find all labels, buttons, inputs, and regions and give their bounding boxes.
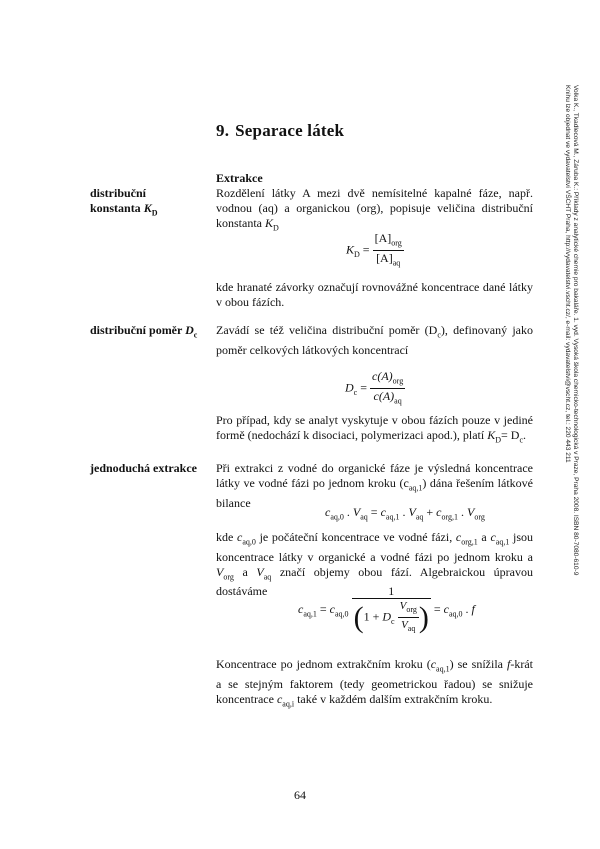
para4-c: = D (501, 428, 520, 443)
para4-b-sub: D (495, 435, 502, 445)
dc-equals: = (360, 380, 371, 395)
kd-den-sub: aq (392, 258, 401, 268)
page-number: 64 (294, 788, 306, 802)
formula-kd (346, 231, 404, 271)
kd-equals: = (362, 242, 373, 257)
paragraph-single-form (216, 413, 533, 448)
kd-fraction (373, 231, 404, 271)
para5-a: Při extrakci z vodné do organické fáze je výsledná koncentrace látky ve vodné fázi po jednom kroku (c (216, 461, 533, 491)
formula-dc (345, 369, 405, 409)
kd-lhs: K (346, 242, 355, 257)
section-heading: Extrakce (216, 171, 263, 185)
dc-lhs-sub: c (353, 388, 358, 398)
label-simple-extraction: jednoduchá extrakce (90, 461, 197, 475)
chapter-title-text: Separace látek (235, 121, 345, 140)
paragraph-ratio (216, 323, 533, 358)
kd-den: [A] (376, 251, 393, 266)
para3-sub: c (437, 330, 441, 340)
label-distribution-constant (90, 186, 208, 220)
chapter-title (216, 121, 344, 141)
paragraph-definitions: kde $c_{aq,0}$ je počáteční koncentrace ve vodné fázi, $c_{org,1}$ a $c_{aq,1}$ jsou koncentrace látky v organické a vodné fázi po jednom kroku a $V_{org}$ a $V_{aq}$ značí objemy obou fází. Algebraickou úpravou dostáváme (216, 530, 534, 599)
paragraph-brackets: kde hranaté závorky označují rovnovážné koncentrace dané látky v obou fázích. (216, 280, 533, 310)
label-distribution-ratio (90, 323, 208, 342)
label-dr-text: distribuční poměr (90, 323, 183, 337)
dc-fraction (370, 369, 405, 409)
dc-num: c(A) (372, 369, 393, 383)
para4-a: Pro případ, kdy se analyt vyskytuje v obou fázích pouze v jediné formě (nedochází k disociaci, polymerizaci apod.), platí (216, 413, 533, 443)
citation-line-1: Volka K., Tkadlecová M., Záruba K.: Příklady z analytické chemie pro bakaláře. 1. vyd. Vysoká škola chemicko-technologická v Praze, Praha 2008. ISBN 80-7080-610-9 (572, 85, 579, 576)
dc-den-sub: aq (394, 396, 402, 406)
para5-b: ) dána řešením látkové bilance (216, 476, 533, 510)
dc-num-sub: org (392, 376, 404, 386)
label-dr-symbol: D (185, 323, 194, 337)
label-dc-line2: konstanta (90, 201, 141, 215)
paragraph-conclusion: Koncentrace po jednom extrakčním kroku $(c_{aq,1})$ se snížila f-krát a se stejným faktorem (tedy geometrickou řadou) se snižuje koncentrace $c_{aq,i}$ také v každém dalším extrakčním kroku. (216, 657, 533, 709)
paragraph-intro (216, 186, 533, 236)
result-fraction: 1 ($1 + D_c$ $\frac{V_{org}}{V_{aq}}$ ) (353, 584, 429, 634)
formula-result: $c_{aq,1} = c_{aq,0}$ 1 ($1 + D_c$ $\frac{V_{org}}{V_{aq}}$ ) = $c_{aq,0}$ . f (298, 584, 475, 636)
label-dc-line1: distribuční (90, 186, 147, 200)
label-dc-symbol: K (143, 201, 152, 215)
side-citation (566, 85, 579, 645)
paragraph-extraction (216, 461, 533, 511)
para1-symbol: K (265, 216, 274, 231)
dc-den: c(A) (373, 389, 395, 404)
kd-num: [A] (374, 231, 392, 245)
para5-sub: aq,1 (408, 483, 423, 493)
para1-text: Rozdělení látky A mezi dvě nemísitelné kapalné fáze, např. vodnou (aq) a organickou (org), popisuje veličina distribuční konstanta (216, 186, 533, 231)
chapter-number: 9. (216, 121, 230, 140)
citation-line-2: Knihu lze objednat ve vydavatelství VŠCHT Praha, http://vydavatelstvi.vscht.cz/, e-mail: vydavatelstvi@vscht.cz, tel.: 220 443 211 (564, 85, 572, 463)
kd-num-sub: org (391, 238, 402, 248)
label-dr-sub: c (193, 330, 198, 340)
para3-end: ), definovaný jako poměr celkových látkových koncentrací (216, 323, 533, 357)
kd-lhs-sub: D (354, 250, 360, 260)
para4-c-sub: c (519, 435, 524, 445)
para1-sub: D (273, 223, 279, 233)
para3-text: Zavádí se též veličina distribuční poměr (D (216, 323, 438, 337)
para4-d: . (523, 428, 527, 443)
dc-lhs: D (345, 380, 354, 395)
para4-b: K (487, 428, 496, 443)
formula-balance: $c_{aq,0}$ . $V_{aq} = c_{aq,1}$ . $V_{aq} + c_{org,1}$ . $V_{org}$ (325, 505, 485, 522)
label-dc-sub: D (151, 208, 158, 218)
